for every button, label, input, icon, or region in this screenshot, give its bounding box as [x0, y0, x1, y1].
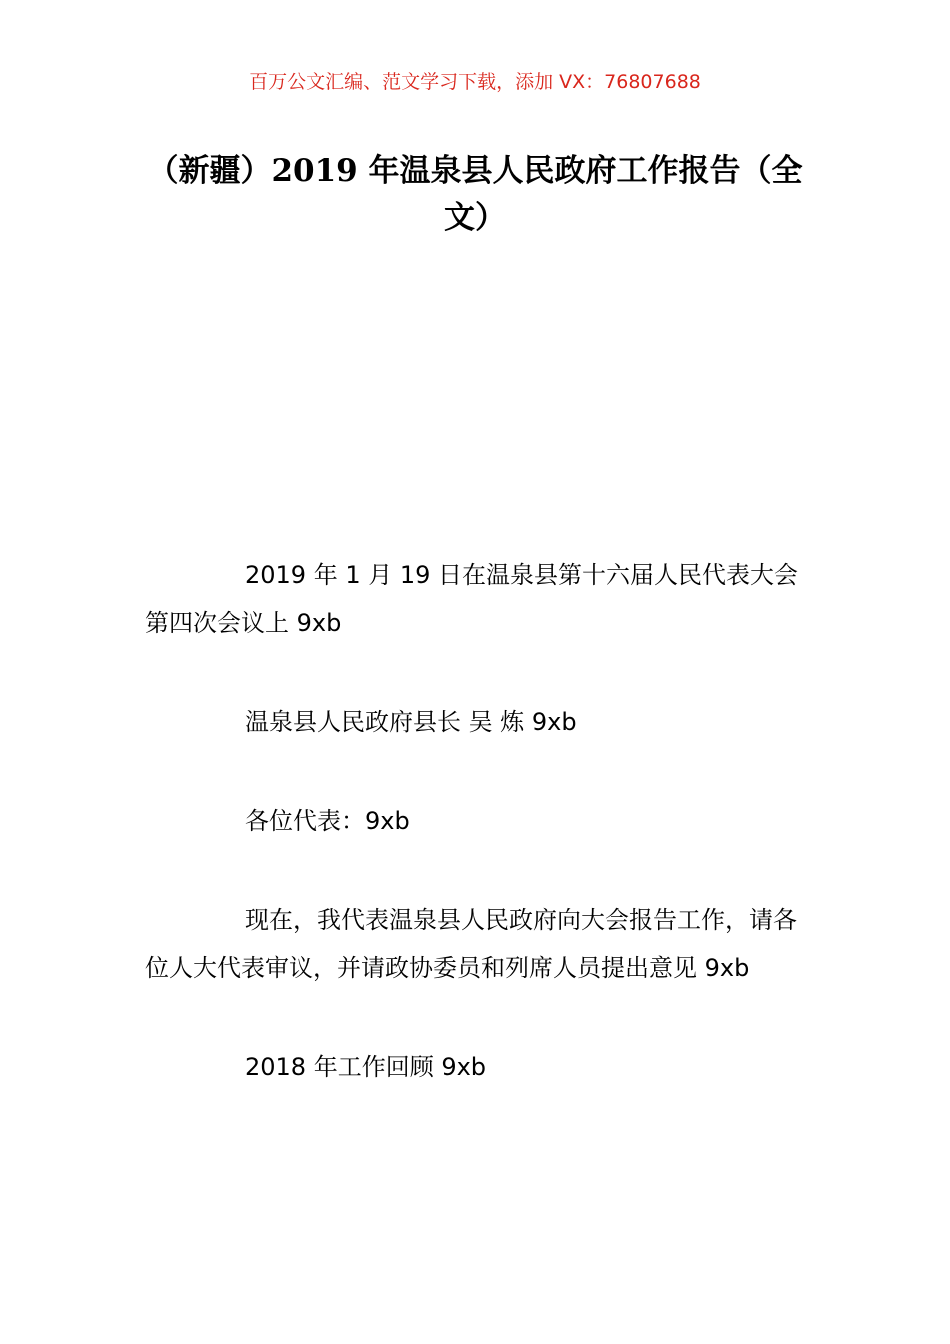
paragraph-meeting-info: 2019 年 1 月 19 日在温泉县第十六届人民代表大会第四次会议上 9xb	[145, 561, 799, 637]
paragraph-speaker: 温泉县人民政府县长 吴 炼 9xb	[245, 708, 577, 736]
document-title: （新疆）2019 年温泉县人民政府工作报告（全文）	[147, 153, 803, 236]
document-body	[145, 551, 815, 1142]
paragraph-introduction: 现在，我代表温泉县人民政府向大会报告工作，请各位人大代表审议，并请政协委员和列席人员提出意见 9xb	[145, 906, 797, 982]
header-banner: 百万公文汇编、范文学习下载，添加 VX：76807688	[249, 71, 701, 93]
paragraph-salutation: 各位代表：9xb	[245, 807, 410, 835]
section-heading-review: 2018 年工作回顾 9xb	[245, 1053, 487, 1081]
